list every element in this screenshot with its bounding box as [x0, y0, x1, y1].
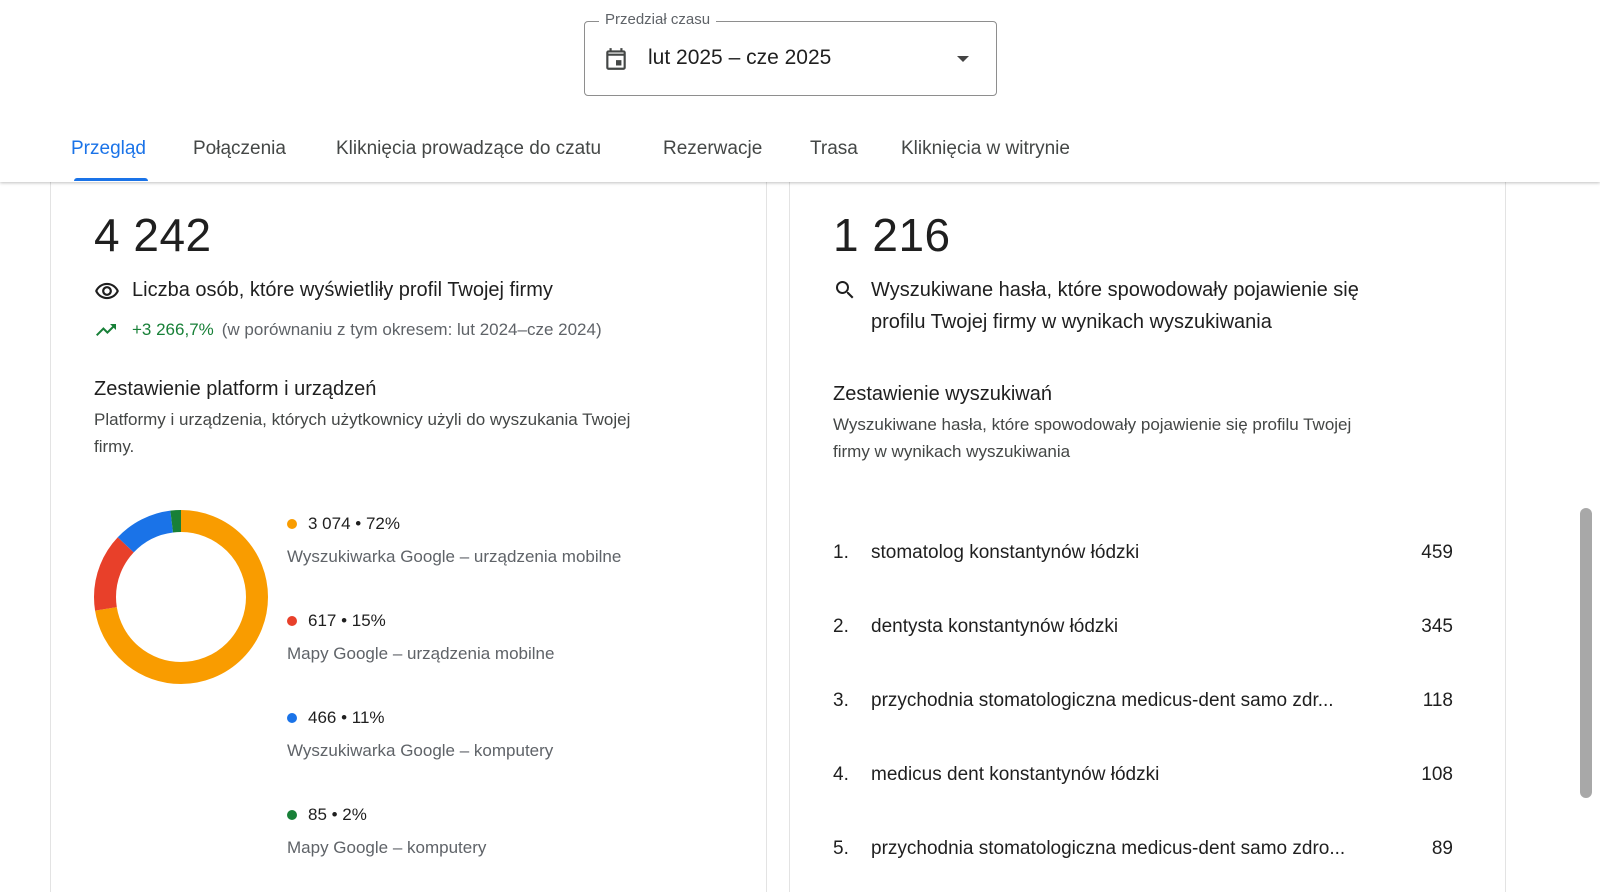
searches-breakdown-title: Zestawienie wyszukiwań — [833, 383, 1052, 405]
tab-chat-clicks[interactable]: Kliknięcia prowadzące do czatu — [336, 138, 602, 159]
tab-calls[interactable]: Połączenia — [193, 138, 286, 159]
legend-item — [287, 708, 553, 761]
legend-label: Wyszukiwarka Google – komputery — [287, 741, 554, 760]
platforms-donut-chart — [94, 510, 268, 684]
platforms-title: Zestawienie platform i urządzeń — [94, 378, 377, 400]
legend-dot — [287, 713, 297, 723]
date-range-value: lut 2025 – cze 2025 — [648, 46, 832, 69]
platforms-description-line: firmy. — [94, 437, 135, 456]
search-term-count: 345 — [1421, 616, 1453, 637]
legend-value: 617 • 15% — [308, 611, 386, 630]
platforms-description — [94, 406, 734, 460]
searches-breakdown-description — [833, 411, 1473, 465]
legend-dot — [287, 810, 297, 820]
profile-views-card — [50, 182, 767, 892]
search-term-text: przychodnia stomatologiczna medicus-dent samo zdro... — [871, 838, 1346, 859]
searches-description-line: Wyszukiwane hasła, które spowodowały pojawienie się profilu Twojej — [833, 415, 1352, 434]
search-term-text: dentysta konstantynów łódzki — [871, 616, 1119, 637]
search-term-rank: 3. — [833, 690, 849, 711]
search-term-row[interactable] — [833, 838, 1453, 868]
views-comparison: (w porównaniu z tym okresem: lut 2024–cze 2024) — [221, 320, 602, 339]
legend-label: Mapy Google – komputery — [287, 838, 487, 857]
search-term-text: stomatolog konstantynów łódzki — [871, 542, 1140, 563]
tab-bookings[interactable]: Rezerwacje — [663, 138, 763, 159]
searches-label-line: profilu Twojej firmy w wynikach wyszukiwania — [871, 311, 1272, 333]
header — [0, 0, 1600, 182]
scrollbar-thumb[interactable] — [1580, 508, 1592, 798]
tab-website-clicks[interactable]: Kliknięcia w witrynie — [901, 138, 1070, 159]
legend-dot — [287, 616, 297, 626]
searches-description-line: firmy w wynikach wyszukiwania — [833, 442, 1071, 461]
search-term-row[interactable] — [833, 542, 1453, 572]
legend-label: Wyszukiwarka Google – urządzenia mobilne — [287, 547, 622, 566]
date-range-legend: Przedział czasu — [599, 11, 716, 28]
tab-overview[interactable]: Przegląd — [71, 138, 146, 159]
tab-directions[interactable]: Trasa — [810, 138, 858, 159]
search-term-row[interactable] — [833, 690, 1453, 720]
search-term-count: 108 — [1421, 764, 1453, 785]
search-term-count: 459 — [1421, 542, 1453, 563]
search-term-count: 89 — [1431, 838, 1453, 859]
search-term-text: przychodnia stomatologiczna medicus-dent samo zdr... — [871, 690, 1334, 711]
views-trend — [132, 320, 602, 340]
search-term-rank: 1. — [833, 542, 849, 563]
legend-item — [287, 805, 486, 858]
legend-value: 466 • 11% — [308, 708, 385, 727]
search-term-count: 118 — [1422, 690, 1453, 711]
chevron-down-icon[interactable] — [957, 56, 969, 62]
active-tab-indicator — [74, 178, 148, 181]
date-range-select[interactable] — [584, 11, 997, 96]
trending-up-icon — [94, 318, 118, 342]
tab-bar — [0, 128, 1600, 182]
search-term-rank: 5. — [833, 838, 849, 859]
views-total: 4 242 — [94, 209, 212, 261]
platforms-description-line: Platformy i urządzenia, których użytkownicy użyli do wyszukania Twojej — [94, 410, 631, 429]
searches-total: 1 216 — [833, 209, 951, 261]
calendar-icon — [603, 46, 629, 72]
search-term-row[interactable] — [833, 616, 1453, 646]
views-label: Liczba osób, które wyświetliły profil Twojej firmy — [132, 279, 553, 301]
search-icon — [833, 278, 857, 302]
search-term-rank: 2. — [833, 616, 849, 637]
legend-label: Mapy Google – urządzenia mobilne — [287, 644, 555, 663]
eye-icon — [94, 278, 120, 304]
searches-label — [871, 274, 1471, 338]
legend-value: 3 074 • 72% — [308, 514, 400, 533]
searches-card — [789, 182, 1506, 892]
searches-label-line: Wyszukiwane hasła, które spowodowały pojawienie się — [871, 279, 1359, 301]
search-term-rank: 4. — [833, 764, 849, 785]
legend-dot — [287, 519, 297, 529]
search-term-text: medicus dent konstantynów łódzki — [871, 764, 1160, 785]
search-term-row[interactable] — [833, 764, 1453, 794]
legend-value: 85 • 2% — [308, 805, 367, 824]
legend-item — [287, 611, 554, 664]
views-change: +3 266,7% — [132, 320, 214, 339]
legend-item — [287, 514, 621, 567]
